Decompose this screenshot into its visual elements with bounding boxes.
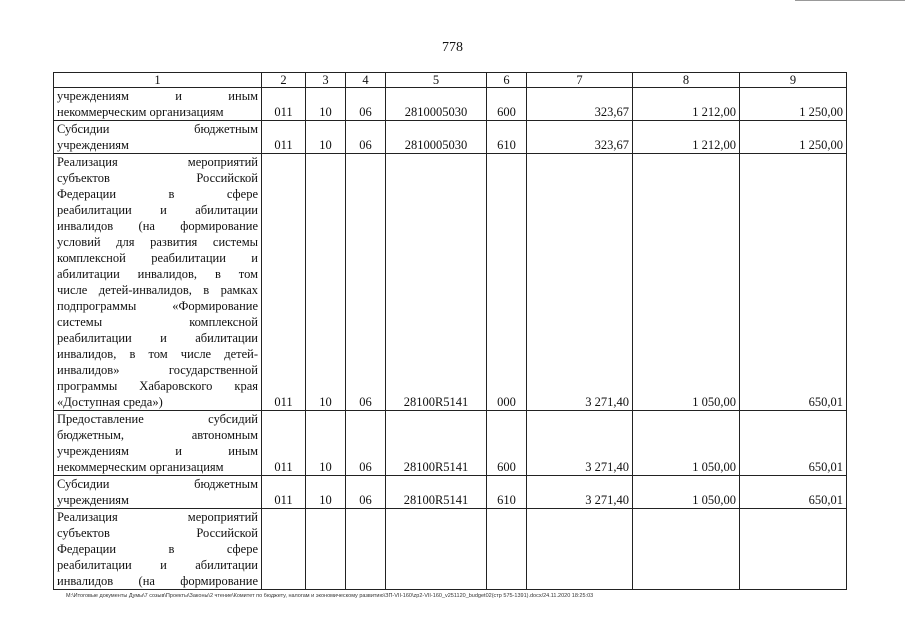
cell-col-8: 1 212,00 (633, 88, 740, 121)
description-line: программы Хабаровского края (57, 379, 258, 393)
cell-col-7: 3 271,40 (527, 411, 633, 476)
row-description (54, 476, 262, 509)
row-description (54, 154, 262, 411)
cell-col-8: 1 050,00 (633, 476, 740, 509)
cell-col-7: 323,67 (527, 88, 633, 121)
cell-col-2: 011 (262, 154, 306, 411)
header-cell: 4 (346, 73, 386, 88)
cell-col-6: 600 (487, 88, 527, 121)
description-line: субъектов Российской (57, 171, 258, 185)
cell-col-3: 10 (306, 411, 346, 476)
cell-col-8 (633, 509, 740, 590)
cell-col-5 (386, 509, 487, 590)
header-cell: 5 (386, 73, 487, 88)
cell-col-3: 10 (306, 154, 346, 411)
description-line: реабилитации и абилитации (57, 331, 258, 345)
cell-col-5: 2810005030 (386, 88, 487, 121)
cell-col-4: 06 (346, 411, 386, 476)
cell-col-2: 011 (262, 121, 306, 154)
description-line: некоммерческим организациям (57, 105, 224, 119)
description-line: инвалидов (на формирование (57, 574, 258, 588)
cell-col-7: 3 271,40 (527, 154, 633, 411)
cell-col-9: 650,01 (740, 154, 847, 411)
description-line: реабилитации и абилитации (57, 558, 258, 572)
table-header-row (54, 73, 847, 88)
cell-col-6: 600 (487, 411, 527, 476)
cell-col-3 (306, 509, 346, 590)
document-path-footer: М:\Итоговые документы Думы\7 созыв\Проекты\Законы\2 чтение\Комитет по бюджету, налогам и экономическому развитию\ЗП-VII-160\zp2-VII-160_v251120_budget02(стр 575-1391).docx/24.11.2020 18:25:03 (66, 593, 594, 599)
description-line: субъектов Российской (57, 526, 258, 540)
description-line: инвалидов, в том числе детей- (57, 347, 258, 361)
table-row (54, 476, 847, 509)
cell-col-7: 323,67 (527, 121, 633, 154)
cell-col-9 (740, 509, 847, 590)
cell-col-5: 28100R5141 (386, 154, 487, 411)
description-line: условий для развития системы (57, 235, 258, 249)
header-cell: 3 (306, 73, 346, 88)
description-line: системы комплексной (57, 315, 258, 329)
cell-col-3: 10 (306, 476, 346, 509)
cell-col-9: 650,01 (740, 476, 847, 509)
header-cell: 7 (527, 73, 633, 88)
cell-col-4: 06 (346, 121, 386, 154)
cell-col-8: 1 050,00 (633, 411, 740, 476)
description-line: Реализация мероприятий (57, 155, 258, 169)
description-line: числе детей-инвалидов, в рамках (57, 283, 258, 297)
row-description (54, 121, 262, 154)
description-line: Предоставление субсидий (57, 412, 258, 426)
row-description (54, 509, 262, 590)
description-line: комплексной реабилитации и (57, 251, 258, 265)
cell-col-8: 1 212,00 (633, 121, 740, 154)
description-line: абилитации инвалидов, в том (57, 267, 258, 281)
description-line: инвалидов (на формирование (57, 219, 258, 233)
cell-col-3: 10 (306, 121, 346, 154)
header-cell: 2 (262, 73, 306, 88)
header-cell: 9 (740, 73, 847, 88)
description-line: некоммерческим организациям (57, 460, 224, 474)
table-row (54, 121, 847, 154)
cell-col-3: 10 (306, 88, 346, 121)
header-cell: 8 (633, 73, 740, 88)
cell-col-5: 2810005030 (386, 121, 487, 154)
description-line: Субсидии бюджетным (57, 122, 258, 136)
description-line: Субсидии бюджетным (57, 477, 258, 491)
description-line: учреждениям (57, 138, 129, 152)
corner-mark (795, 0, 905, 1)
table-row (54, 88, 847, 121)
header-cell: 6 (487, 73, 527, 88)
table-row (54, 411, 847, 476)
cell-col-4: 06 (346, 154, 386, 411)
description-line: Федерации в сфере (57, 542, 258, 556)
cell-col-9: 1 250,00 (740, 88, 847, 121)
description-line: бюджетным, автономным (57, 428, 258, 442)
cell-col-5: 28100R5141 (386, 476, 487, 509)
cell-col-6: 610 (487, 476, 527, 509)
page-number: 778 (442, 40, 463, 55)
cell-col-6 (487, 509, 527, 590)
cell-col-8: 1 050,00 (633, 154, 740, 411)
description-line: учреждениям и иным (57, 444, 258, 458)
description-line: реабилитации и абилитации (57, 203, 258, 217)
cell-col-7: 3 271,40 (527, 476, 633, 509)
cell-col-2 (262, 509, 306, 590)
description-line: «Доступная среда») (57, 395, 163, 409)
cell-col-4: 06 (346, 88, 386, 121)
cell-col-4: 06 (346, 476, 386, 509)
cell-col-2: 011 (262, 411, 306, 476)
table-row (54, 154, 847, 411)
description-line: учреждениям и иным (57, 89, 258, 103)
table-row (54, 509, 847, 590)
description-line: инвалидов» государственной (57, 363, 258, 377)
description-line: Реализация мероприятий (57, 510, 258, 524)
budget-table (53, 72, 847, 590)
row-description (54, 411, 262, 476)
cell-col-5: 28100R5141 (386, 411, 487, 476)
cell-col-6: 000 (487, 154, 527, 411)
description-line: Федерации в сфере (57, 187, 258, 201)
cell-col-9: 650,01 (740, 411, 847, 476)
header-cell: 1 (54, 73, 262, 88)
cell-col-2: 011 (262, 476, 306, 509)
cell-col-9: 1 250,00 (740, 121, 847, 154)
description-line: подпрограммы «Формирование (57, 299, 258, 313)
row-description (54, 88, 262, 121)
description-line: учреждениям (57, 493, 129, 507)
cell-col-6: 610 (487, 121, 527, 154)
cell-col-7 (527, 509, 633, 590)
cell-col-2: 011 (262, 88, 306, 121)
cell-col-4 (346, 509, 386, 590)
